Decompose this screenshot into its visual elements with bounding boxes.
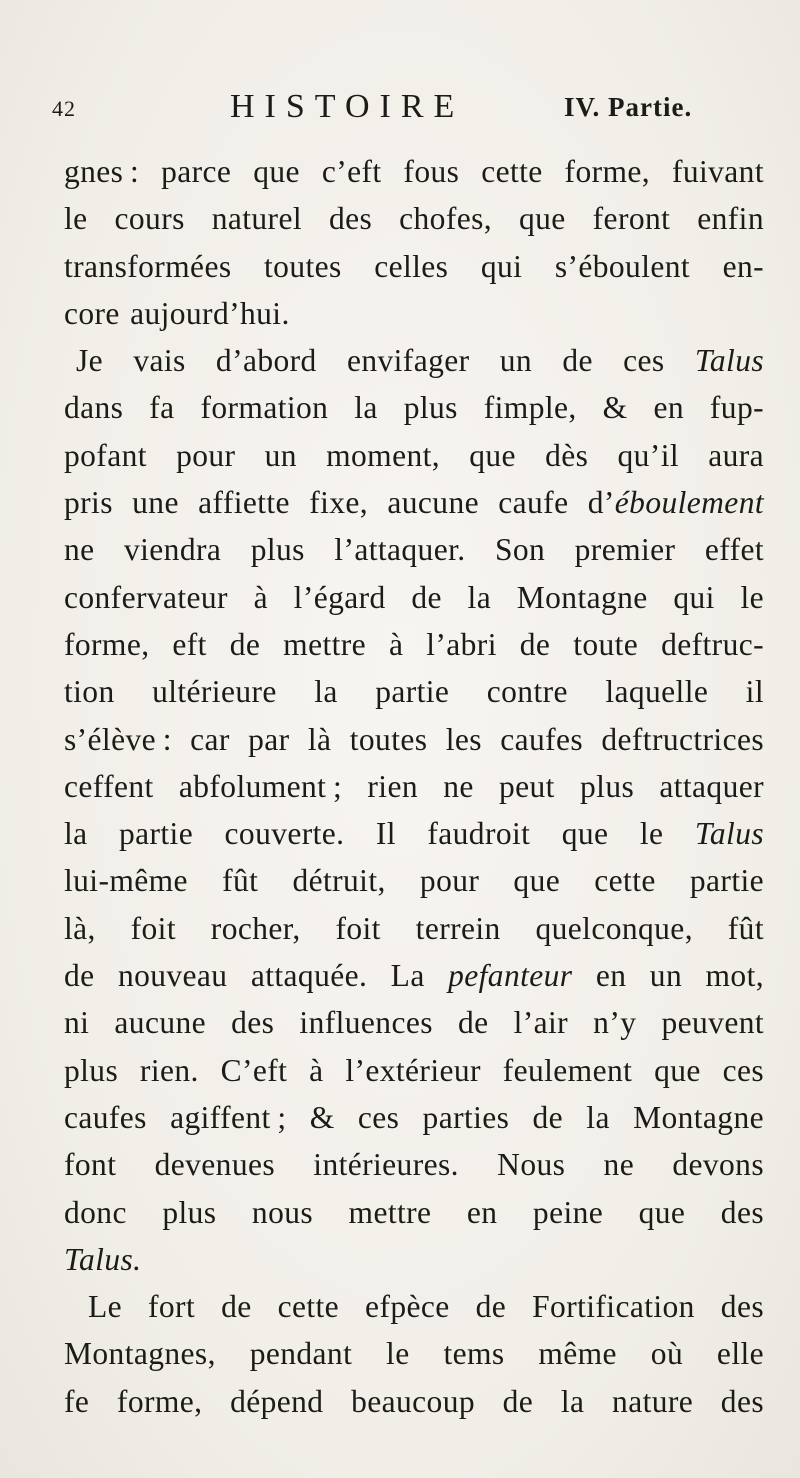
- text-line: font devenues intérieures. Nous ne devons: [64, 1147, 764, 1183]
- text-line: pofant pour un moment, que dès qu’il aura: [64, 437, 764, 473]
- text-line: fe forme, dépend beaucoup de la nature des: [64, 1383, 764, 1419]
- page-number: 42: [52, 96, 76, 121]
- text-line: ni aucune des influences de l’air n’y peuvent: [64, 1005, 764, 1041]
- text-line: s’élève : car par là toutes les caufes deftructrices: [64, 721, 764, 757]
- running-title: HISTOIRE: [230, 88, 465, 125]
- text-line: ceffent abfolument ; rien ne peut plus attaquer: [64, 768, 764, 804]
- text-line: forme, eft de mettre à l’abri de toute deftruc-: [64, 626, 764, 662]
- text-line: gnes : parce que c’eft fous cette forme, fuivant: [64, 154, 764, 189]
- running-header: [52, 88, 772, 128]
- text-line: Le fort de cette efpèce de Fortification des: [88, 1289, 764, 1325]
- text-line: Je vais d’abord envifager un de ces Talus: [76, 343, 764, 379]
- text-line: donc plus nous mettre en peine que des: [64, 1194, 764, 1230]
- text-line: plus rien. C’eft à l’extérieur feulement que ces: [64, 1052, 764, 1088]
- body-text: [64, 148, 764, 1425]
- text-line: de nouveau attaquée. La pefanteur en un mot,: [64, 958, 764, 994]
- text-line: pris une affiette fixe, aucune caufe d’éboulement: [64, 485, 764, 521]
- text-line: Montagnes, pendant le tems même où elle: [64, 1336, 764, 1372]
- text-line: Talus.: [64, 1241, 142, 1277]
- text-line: transformées toutes celles qui s’éboulent en-: [64, 248, 764, 284]
- text-line: ne viendra plus l’attaquer. Son premier effet: [64, 532, 764, 568]
- text-line: tion ultérieure la partie contre laquelle il: [64, 674, 764, 710]
- text-line: caufes agiffent ; & ces parties de la Montagne: [64, 1099, 764, 1135]
- text-line: le cours naturel des chofes, que feront enfin: [64, 201, 764, 237]
- text-line: la partie couverte. Il faudroit que le Talus: [64, 816, 764, 852]
- text-line: confervateur à l’égard de la Montagne qui le: [64, 579, 764, 615]
- text-line: là, foit rocher, foit terrein quelconque, fût: [64, 910, 764, 946]
- text-line: core aujourd’hui.: [64, 295, 290, 331]
- text-line: lui-même fût détruit, pour que cette partie: [64, 863, 764, 899]
- text-line: dans fa formation la plus fimple, & en fup-: [64, 390, 764, 426]
- section-label: IV. Partie.: [564, 92, 693, 122]
